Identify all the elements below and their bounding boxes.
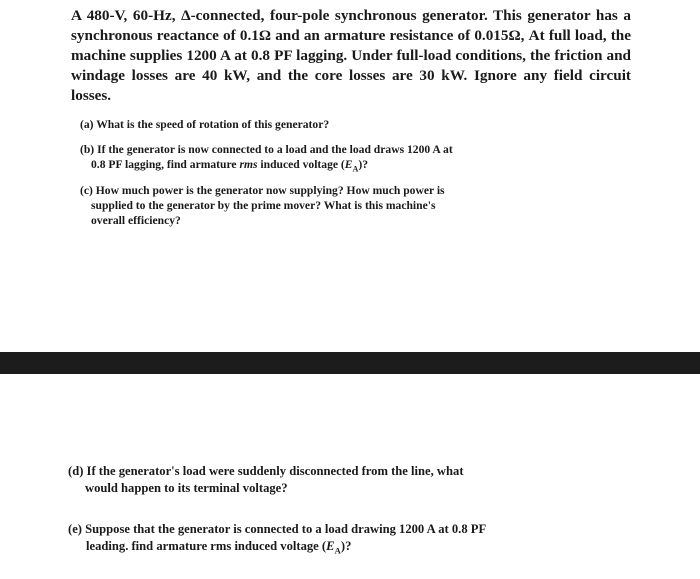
question-e (68, 521, 533, 560)
divider-bar (0, 352, 700, 374)
question-e-line-2: leading. find armature rms induced voltage $(E_A)$? (86, 539, 352, 556)
problem-statement: A 480-V, 60-Hz, Δ-connected, four-pole synchronous generator. This generator has a synchronous reactance of 0.1Ω and an armature resistance of 0.015Ω, At full load, the machine supplies 1200 A at 0.8 PF lagging. Under full-load conditions, the friction and windage losses are 40 kW, and the core losses are 30 kW. Ignore any field circuit losses. (71, 7, 631, 104)
question-d-line-1: (d) If the generator's load were suddenly disconnected from the line, what (68, 464, 464, 478)
question-c-line-2: supplied to the generator by the prime mover? What is this machine's (91, 199, 436, 212)
question-b (80, 142, 540, 176)
question-a-line-1: (a) What is the speed of rotation of this generator? (80, 118, 330, 131)
ea-symbol: $E_A$ (344, 158, 359, 174)
question-c-line-3: overall efficiency? (91, 214, 181, 227)
ea-symbol: $E_A$ (326, 539, 341, 556)
question-c-line-1: (c) How much power is the generator now supplying? How much power is (80, 184, 445, 197)
question-e-line-1: (e) Suppose that the generator is connected to a load drawing 1200 A at 0.8 PF (68, 522, 487, 536)
question-b-line-2: 0.8 PF lagging, find armature rms induced voltage $(E_A)$? (91, 158, 369, 174)
question-d-line-2: would happen to its terminal voltage? (85, 481, 288, 495)
question-b-line-1: (b) If the generator is now connected to a load and the load draws 1200 A at (80, 143, 453, 156)
question-a (80, 117, 580, 132)
question-d (68, 463, 533, 497)
question-c (80, 183, 490, 228)
